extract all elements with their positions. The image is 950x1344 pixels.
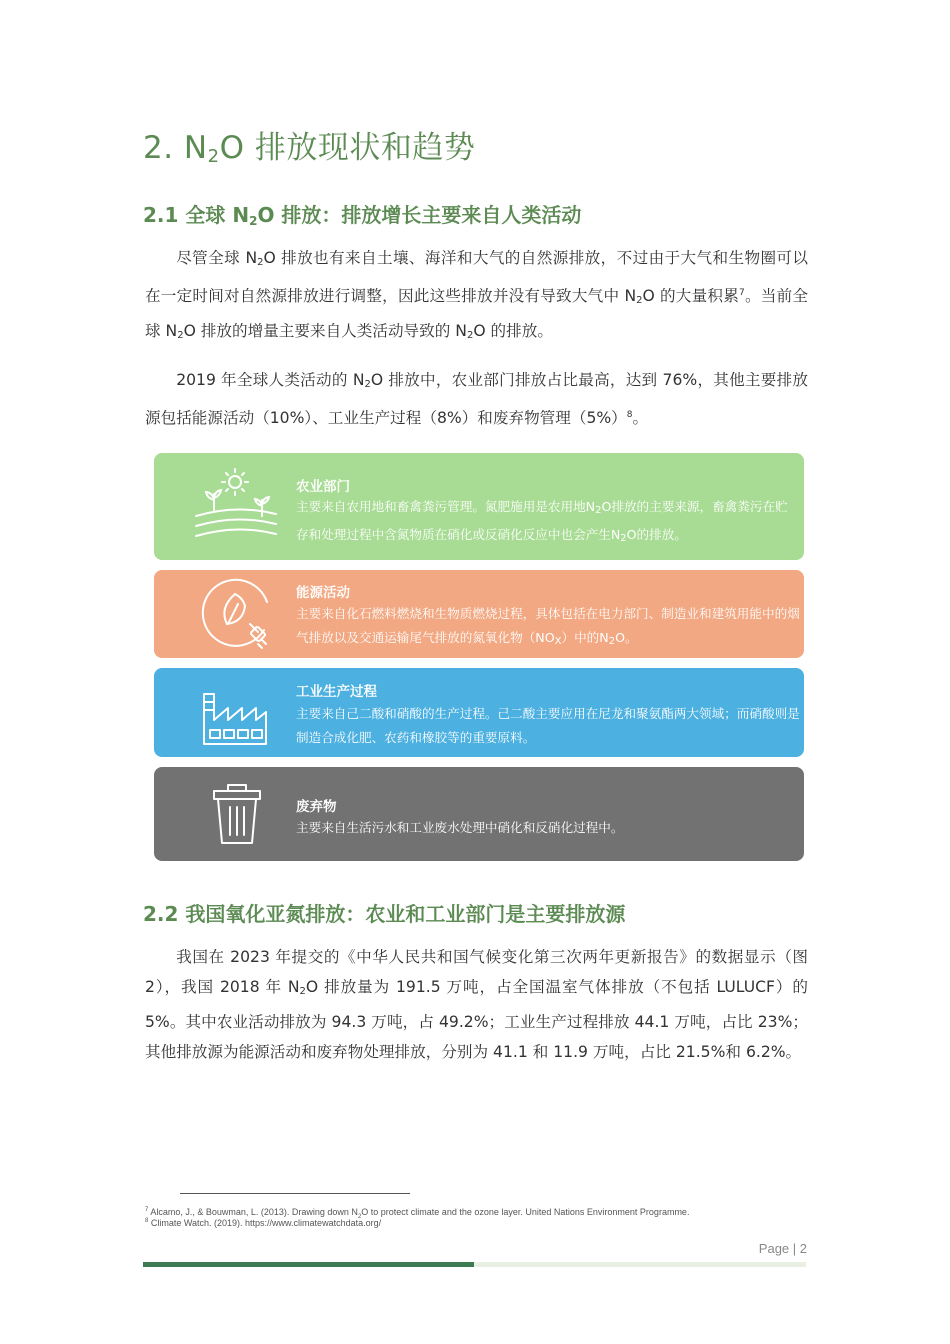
card-industry-desc: 主要来自己二酸和硝酸的生产过程。己二酸主要应用在尼龙和聚氨酯两大领域；而硝酸则是制造合成化肥、农药和橡胶等的重要原料。: [296, 706, 800, 745]
footnote-7: $^7$ Alcamo, J., & Bouwman, L. (2013). Drawing down $N_2O$ to protect climate and the ozone layer. United Nations Environment Programme.: [145, 1207, 690, 1220]
section-title: 2. $N_2O$ 排放现状和趋势: [143, 130, 476, 167]
card-agriculture-title: 农业部门: [296, 479, 350, 495]
trash-bin-icon: [192, 777, 282, 857]
card-waste-desc: 主要来自生活污水和工业废水处理中硝化和反硝化过程中。: [296, 820, 624, 835]
card-energy-title: 能源活动: [296, 585, 350, 601]
card-agriculture: [154, 453, 804, 560]
footnote-ref-7[interactable]: 7: [739, 288, 745, 298]
leaf-plug-icon: [192, 574, 282, 654]
footnote-ref-8[interactable]: 8: [626, 410, 633, 420]
subsection-2-1-heading: 2.1 全球 $N_2O$ 排放：排放增长主要来自人类活动: [143, 203, 582, 228]
card-waste: [154, 767, 804, 861]
paragraph-2-2: 我国在 2023 年提交的《中华人民共和国气候变化第三次两年更新报告》的数据显示（图 2），我国 2018 年 $N_2O$ 排放量为 191.5 万吨，占全国温室气体排放（不包括 LULUCF）的 5%。其中农业活动排放为 94.3 万吨，占 49.2%；工业生产过程排放 44.1 万吨，占比 23%；其他排放源为能源活动和废弃物处理排放，分别为 41.1 和 11.9 万吨，占比 21.5%和 6.2%。: [145, 948, 809, 1061]
paragraph-2-1-a: 尽管全球 $N_2O$ 排放也有来自土壤、海洋和大气的自然源排放，不过由于大气和生物圈可以在一定时间对自然源排放进行调整，因此这些排放并没有导致大气中 $N_2O$ 的大量积累$^7$。当前全球 $N_2O$ 排放的增量主要来自人类活动导致的 $N_2O$ 的排放。: [145, 249, 808, 341]
paragraph-2-1-b: 2019 年全球人类活动的 $N_2O$ 排放中，农业部门排放占比最高，达到 76%，其他主要排放源包括能源活动（10%）、工业生产过程（8%）和废弃物管理$(5\%)^8$。: [145, 371, 808, 427]
plant-sun-field-icon: [192, 466, 282, 546]
footnote-divider: [180, 1193, 410, 1194]
card-industry-title: 工业生产过程: [296, 684, 377, 700]
subsection-2-2-heading: 2.2 我国氧化亚氮排放：农业和工业部门是主要排放源: [143, 902, 626, 926]
card-agriculture-desc: 主要来自农用地和畜禽粪污管理。氮肥施用是农用地$N_2O$排放的主要来源，畜禽粪污在贮存和处理过程中含氮物质在硝化或反硝化反应中也会产生$N_2O$的排放。: [296, 499, 788, 544]
footnote-8: $^8$ Climate Watch. (2019). https://www.climatewatchdata.org/: [145, 1218, 382, 1228]
page-number: Page | 2: [758, 1241, 807, 1256]
footer-bar-track: [474, 1262, 806, 1267]
factory-icon: [192, 674, 282, 754]
footer-bar-progress: [143, 1262, 474, 1267]
card-energy: [154, 570, 804, 658]
card-waste-title: 废弃物: [296, 799, 337, 815]
card-energy-desc: 主要来自化石燃料燃烧和生物质燃烧过程，具体包括在电力部门、制造业和建筑用能中的烟气排放以及交通运输尾气排放的氮氧化物$(NO_X)$中的$N_2O$。: [296, 606, 800, 647]
card-industry: [154, 668, 804, 757]
